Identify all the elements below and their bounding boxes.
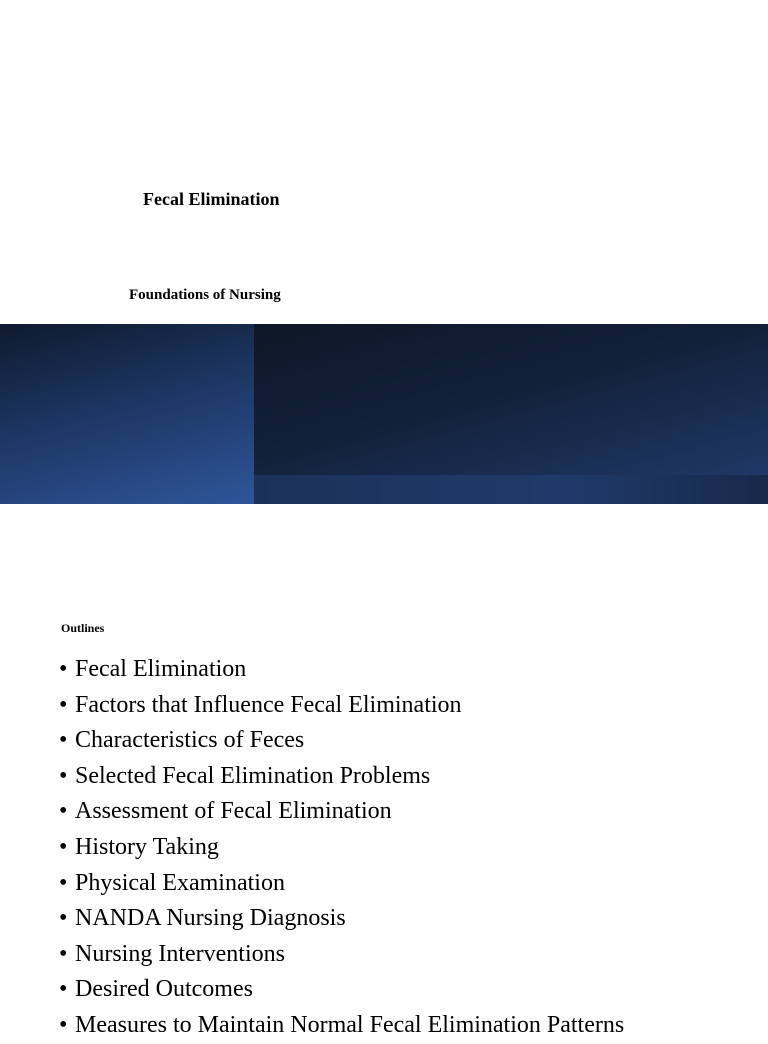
bullet-icon: • bbox=[59, 833, 68, 860]
bullet-icon: • bbox=[59, 798, 68, 825]
bullet-icon: • bbox=[59, 976, 68, 1003]
list-item bbox=[59, 794, 624, 830]
bullet-icon: • bbox=[59, 905, 68, 932]
list-item bbox=[59, 652, 624, 688]
outlines-heading: Outlines bbox=[61, 621, 105, 635]
list-item-text: Assessment of Fecal Elimination bbox=[75, 798, 392, 825]
list-item bbox=[59, 830, 624, 866]
bullet-icon: • bbox=[59, 1011, 68, 1038]
outline-list bbox=[59, 652, 624, 1044]
list-item bbox=[59, 1008, 624, 1044]
bullet-icon: • bbox=[59, 940, 68, 967]
list-item-text: NANDA Nursing Diagnosis bbox=[75, 905, 346, 932]
list-item-text: Selected Fecal Elimination Problems bbox=[75, 762, 431, 789]
decorative-banner bbox=[0, 324, 768, 504]
bullet-icon: • bbox=[59, 762, 68, 789]
bullet-icon: • bbox=[59, 727, 68, 754]
banner-left-panel bbox=[0, 324, 254, 504]
list-item bbox=[59, 759, 624, 795]
banner-bottom-strip bbox=[254, 475, 768, 504]
list-item-text: Desired Outcomes bbox=[75, 976, 253, 1003]
list-item bbox=[59, 901, 624, 937]
list-item bbox=[59, 937, 624, 973]
list-item-text: Physical Examination bbox=[75, 869, 285, 896]
list-item bbox=[59, 688, 624, 724]
bullet-icon: • bbox=[59, 656, 68, 682]
document-title: Fecal Elimination bbox=[143, 189, 280, 209]
list-item-text: History Taking bbox=[75, 833, 219, 860]
list-item bbox=[59, 723, 624, 759]
bullet-icon: • bbox=[59, 869, 68, 896]
list-item bbox=[59, 866, 624, 902]
list-item-text: Measures to Maintain Normal Fecal Elimination Patterns bbox=[75, 1011, 625, 1038]
list-item-text: Fecal Elimination bbox=[75, 656, 247, 682]
list-item-text: Characteristics of Feces bbox=[75, 727, 305, 754]
banner-right-panel bbox=[254, 324, 768, 475]
list-item-text: Nursing Interventions bbox=[75, 940, 285, 967]
list-item-text: Factors that Influence Fecal Elimination bbox=[75, 691, 462, 718]
document-subtitle: Foundations of Nursing bbox=[129, 287, 281, 303]
bullet-icon: • bbox=[59, 691, 68, 718]
list-item bbox=[59, 972, 624, 1008]
